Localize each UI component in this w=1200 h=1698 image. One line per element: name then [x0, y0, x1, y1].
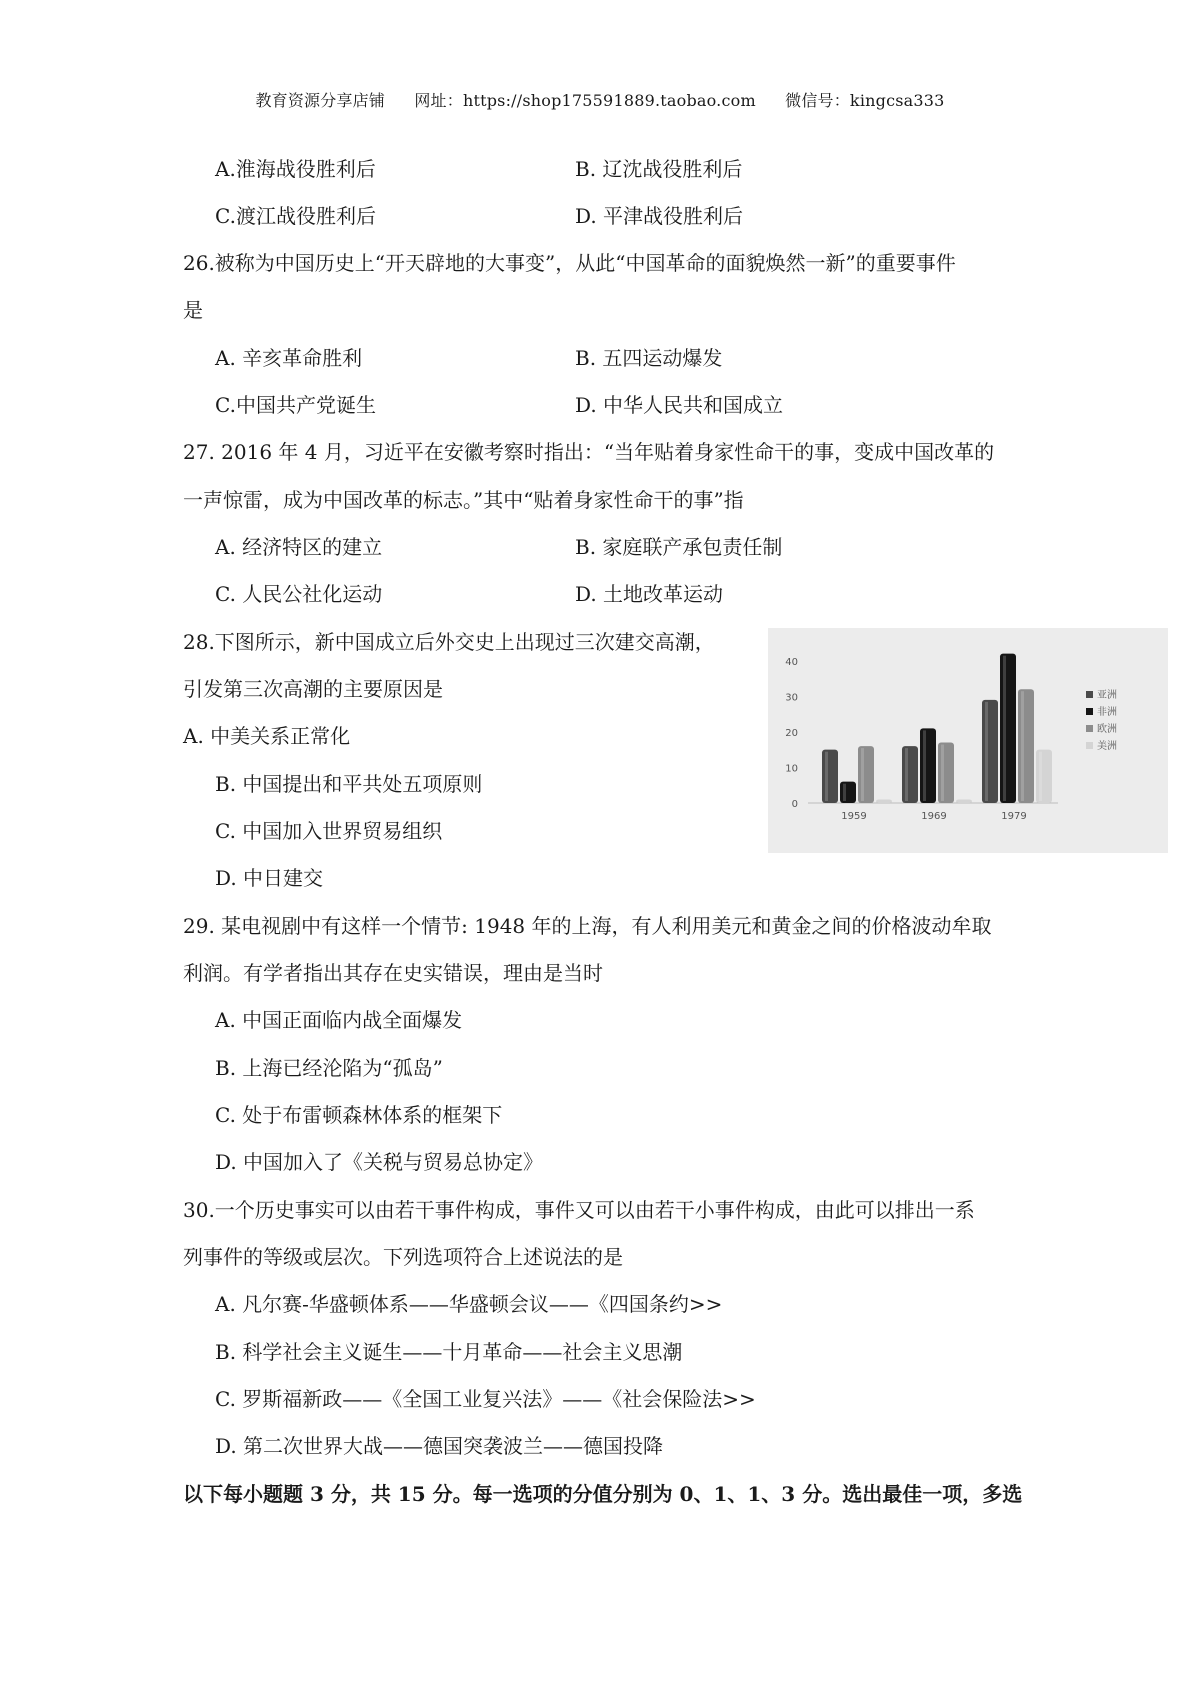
- q26-option-c: C.中国共产党诞生: [215, 393, 376, 417]
- q30-option-b: B. 科学社会主义诞生——十月革命——社会主义思潮: [215, 1340, 683, 1364]
- chart-svg: [768, 628, 1168, 853]
- q27-option-d: D. 土地改革运动: [575, 582, 724, 606]
- legend-label: 亚洲: [1097, 690, 1117, 701]
- page-header: [0, 88, 1200, 111]
- q27-stem-line2: 一声惊雷，成为中国改革的标志。”其中“贴着身家性命干的事”指: [183, 488, 744, 512]
- chart-bar-highlight: [905, 748, 908, 801]
- q26-option-b: B. 五四运动爆发: [575, 346, 723, 370]
- legend-swatch: [1086, 742, 1093, 749]
- y-tick-label: 10: [785, 763, 798, 775]
- chart-bar: [822, 750, 838, 803]
- chart-bar: [956, 799, 972, 803]
- prev-option-b: B. 辽沈战役胜利后: [575, 157, 743, 181]
- chart-bar: [938, 743, 954, 803]
- y-tick-label: 40: [785, 656, 798, 668]
- q26-option-d: D. 中华人民共和国成立: [575, 393, 784, 417]
- q28-stem-line2: 引发第三次高潮的主要原因是: [183, 677, 443, 701]
- chart-bar-highlight: [1021, 691, 1024, 801]
- q28-option-d: D. 中日建交: [215, 866, 324, 890]
- q26-stem-line1: 26.被称为中国历史上“开天辟地的大事变”，从此“中国革命的面貌焕然一新”的重要事件: [183, 251, 956, 275]
- prev-option-d: D. 平津战役胜利后: [575, 204, 744, 228]
- chart-bar-highlight: [825, 752, 828, 801]
- chart-bar: [902, 746, 918, 803]
- chart-bar-highlight: [1003, 656, 1006, 801]
- chart-bar-highlight: [923, 730, 926, 801]
- q29-option-a: A. 中国正面临内战全面爆发: [215, 1008, 463, 1032]
- legend-swatch: [1086, 691, 1093, 698]
- legend-swatch: [1086, 708, 1093, 715]
- diplomacy-bar-chart: [768, 628, 1168, 853]
- q26-option-a: A. 辛亥革命胜利: [215, 346, 363, 370]
- q30-option-a: A. 凡尔赛-华盛顿体系——华盛顿会议——《四国条约>>: [215, 1292, 723, 1316]
- legend-label: 欧洲: [1097, 724, 1117, 735]
- q30-stem-line2: 列事件的等级或层次。下列选项符合上述说法的是: [183, 1245, 623, 1269]
- legend-swatch: [1086, 725, 1093, 732]
- scoring-instruction: 以下每小题题 3 分，共 15 分。每一选项的分值分别为 0、1、1、3 分。选出最佳一项，多选: [183, 1482, 1023, 1506]
- chart-bar: [920, 728, 936, 803]
- header-shop: 教育资源分享店铺: [255, 91, 386, 110]
- q27-stem-line1: 27. 2016 年 4 月，习近平在安徽考察时指出：“当年贴着身家性命干的事，变成中国改革的: [183, 440, 995, 464]
- legend-label: 非洲: [1097, 707, 1117, 718]
- prev-option-a: A.淮海战役胜利后: [215, 157, 376, 181]
- q26-stem-line2: 是: [183, 298, 203, 322]
- q28-stem-line1: 28.下图所示，新中国成立后外交史上出现过三次建交高潮，: [183, 630, 715, 654]
- q29-stem-line1: 29. 某电视剧中有这样一个情节: 1948 年的上海，有人利用美元和黄金之间的价格波动牟取: [183, 914, 992, 938]
- q28-option-b: B. 中国提出和平共处五项原则: [215, 772, 483, 796]
- chart-bar: [982, 700, 998, 803]
- prev-option-c: C.渡江战役胜利后: [215, 204, 376, 228]
- q30-stem-line1: 30.一个历史事实可以由若干事件构成，事件又可以由若干小事件构成，由此可以排出一系: [183, 1198, 975, 1222]
- q29-option-c: C. 处于布雷顿森林体系的框架下: [215, 1103, 503, 1127]
- chart-bar: [1000, 654, 1016, 803]
- q28-option-a: A. 中美关系正常化: [183, 724, 351, 748]
- chart-bar: [876, 799, 892, 803]
- q28-option-c: C. 中国加入世界贸易组织: [215, 819, 443, 843]
- q29-option-b: B. 上海已经沦陷为“孤岛”: [215, 1056, 443, 1080]
- x-tick-label: 1959: [841, 811, 867, 822]
- chart-bar-highlight: [985, 702, 988, 801]
- chart-bar: [1036, 750, 1052, 803]
- q29-stem-line2: 利润。有学者指出其存在史实错误，理由是当时: [183, 961, 603, 985]
- q27-option-c: C. 人民公社化运动: [215, 582, 383, 606]
- y-tick-label: 30: [785, 692, 798, 704]
- chart-bar-highlight: [861, 748, 864, 801]
- header-url: 网址：https://shop175591889.taobao.com: [414, 91, 756, 110]
- q30-option-c: C. 罗斯福新政——《全国工业复兴法》——《社会保险法>>: [215, 1387, 756, 1411]
- q30-option-d: D. 第二次世界大战——德国突袭波兰——德国投降: [215, 1434, 664, 1458]
- chart-bar: [1018, 689, 1034, 803]
- chart-bar-highlight: [843, 784, 846, 801]
- q27-option-b: B. 家庭联产承包责任制: [575, 535, 783, 559]
- y-tick-label: 20: [785, 727, 798, 739]
- x-tick-label: 1979: [1001, 811, 1027, 822]
- x-tick-label: 1969: [921, 811, 947, 822]
- chart-bar-highlight: [1039, 752, 1042, 801]
- q27-option-a: A. 经济特区的建立: [215, 535, 383, 559]
- y-tick-label: 0: [791, 799, 798, 810]
- legend-label: 美洲: [1097, 741, 1117, 752]
- header-wechat: 微信号：kingcsa333: [785, 91, 945, 110]
- q29-option-d: D. 中国加入了《关税与贸易总协定》: [215, 1150, 544, 1174]
- chart-bar: [858, 746, 874, 803]
- chart-bar-highlight: [941, 745, 944, 801]
- chart-bar: [840, 782, 856, 803]
